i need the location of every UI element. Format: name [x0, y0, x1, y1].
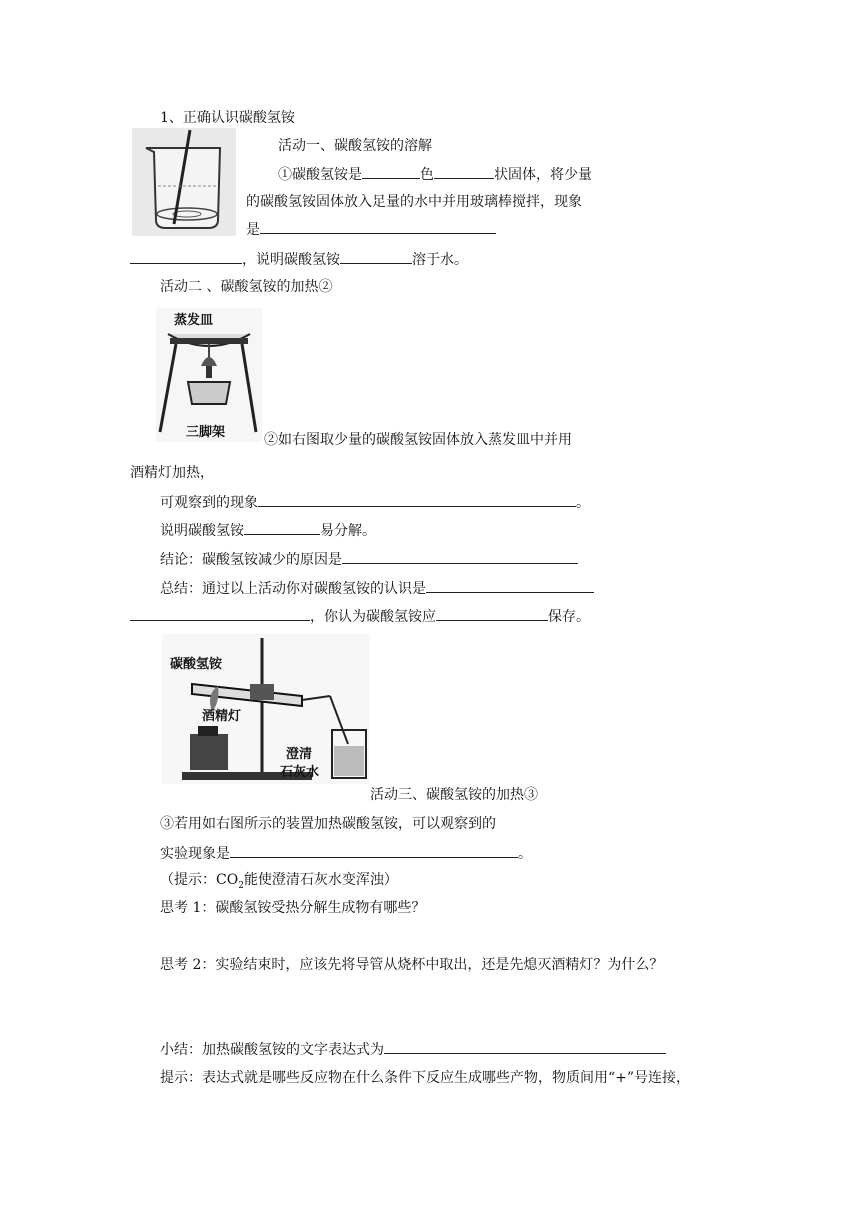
- lamp-label: 酒精灯: [202, 709, 242, 724]
- limewater-label-1: 澄清: [286, 747, 313, 762]
- think-2: 思考 2：实验结束时，应该先将导管从烧杯中取出，还是先熄灭酒精灯？为什么？: [160, 957, 664, 973]
- color-blank[interactable]: [362, 164, 420, 179]
- activity2-explain: 说明碳酸氢铵 易分解。: [160, 520, 376, 541]
- decompose-blank[interactable]: [244, 520, 320, 535]
- summary-final: 小结：加热碳酸氢铵的文字表达式为: [160, 1039, 666, 1060]
- activity2-summary-line2: ，你认为碳酸氢铵应 保存。: [130, 606, 590, 627]
- limewater-label-2: 石灰水: [280, 765, 320, 780]
- solubility-blank[interactable]: [340, 249, 412, 264]
- activity2-observe: 可观察到的现象 。: [160, 492, 590, 513]
- activity2-summary-line1: 总结：通过以上活动你对碳酸氢铵的认识是: [160, 578, 594, 599]
- beaker-figure: [132, 128, 236, 236]
- activity2-conclusion: 结论：碳酸氢铵减少的原因是: [160, 549, 578, 570]
- shape-blank[interactable]: [434, 164, 494, 179]
- tube-label: 碳酸氢铵: [170, 657, 223, 672]
- phenomenon-blank[interactable]: [260, 219, 496, 234]
- activity2-line1: ②如右图取少量的碳酸氢铵固体放入蒸发皿中并用: [264, 432, 572, 448]
- tripod-figure: [156, 308, 262, 442]
- equation-blank[interactable]: [384, 1039, 666, 1054]
- phenomenon3-blank[interactable]: [230, 843, 518, 858]
- conclusion-blank[interactable]: [342, 549, 578, 564]
- apparatus-figure: [162, 634, 370, 784]
- section-title: 1、正确认识碳酸氢铵: [160, 110, 295, 126]
- activity2-line2: 酒精灯加热，: [130, 465, 214, 481]
- activity3-line1: ③若用如右图所示的装置加热碳酸氢铵，可以观察到的: [160, 816, 496, 832]
- think-1: 思考 1：碳酸氢铵受热分解生成物有哪些？: [160, 900, 426, 916]
- activity3-hint: （提示：$CO_2$能使澄清石灰水变浑浊）: [160, 872, 398, 891]
- activity1-title: 活动一、碳酸氢铵的溶解: [278, 138, 432, 154]
- activity3-line2: 实验现象是 。: [160, 843, 532, 864]
- activity3-title: 活动三、碳酸氢铵的加热③: [370, 787, 538, 803]
- activity2-title: 活动二 、碳酸氢铵的加热②: [160, 279, 333, 295]
- tripod-label: 三脚架: [186, 425, 226, 440]
- activity1-line1: ①碳酸氢铵是 色 状固体，将少量: [278, 164, 592, 185]
- recognition-blank[interactable]: [426, 578, 594, 593]
- activity1-line3: 是: [246, 219, 496, 240]
- observe-blank[interactable]: [258, 492, 576, 507]
- storage-blank[interactable]: [436, 606, 548, 621]
- activity1-line2: 的碳酸氢铵固体放入足量的水中并用玻璃棒搅拌，现象: [246, 194, 582, 210]
- phenomenon-blank-cont[interactable]: [130, 249, 242, 264]
- final-hint: 提示：表达式就是哪些反应物在什么条件下反应生成哪些产物，物质间用“+”号连接，: [160, 1070, 691, 1086]
- activity1-line4: ，说明碳酸氢铵 溶于水。: [130, 249, 468, 270]
- recognition-blank-cont[interactable]: [130, 606, 310, 621]
- evaporating-dish-label: 蒸发皿: [174, 313, 214, 328]
